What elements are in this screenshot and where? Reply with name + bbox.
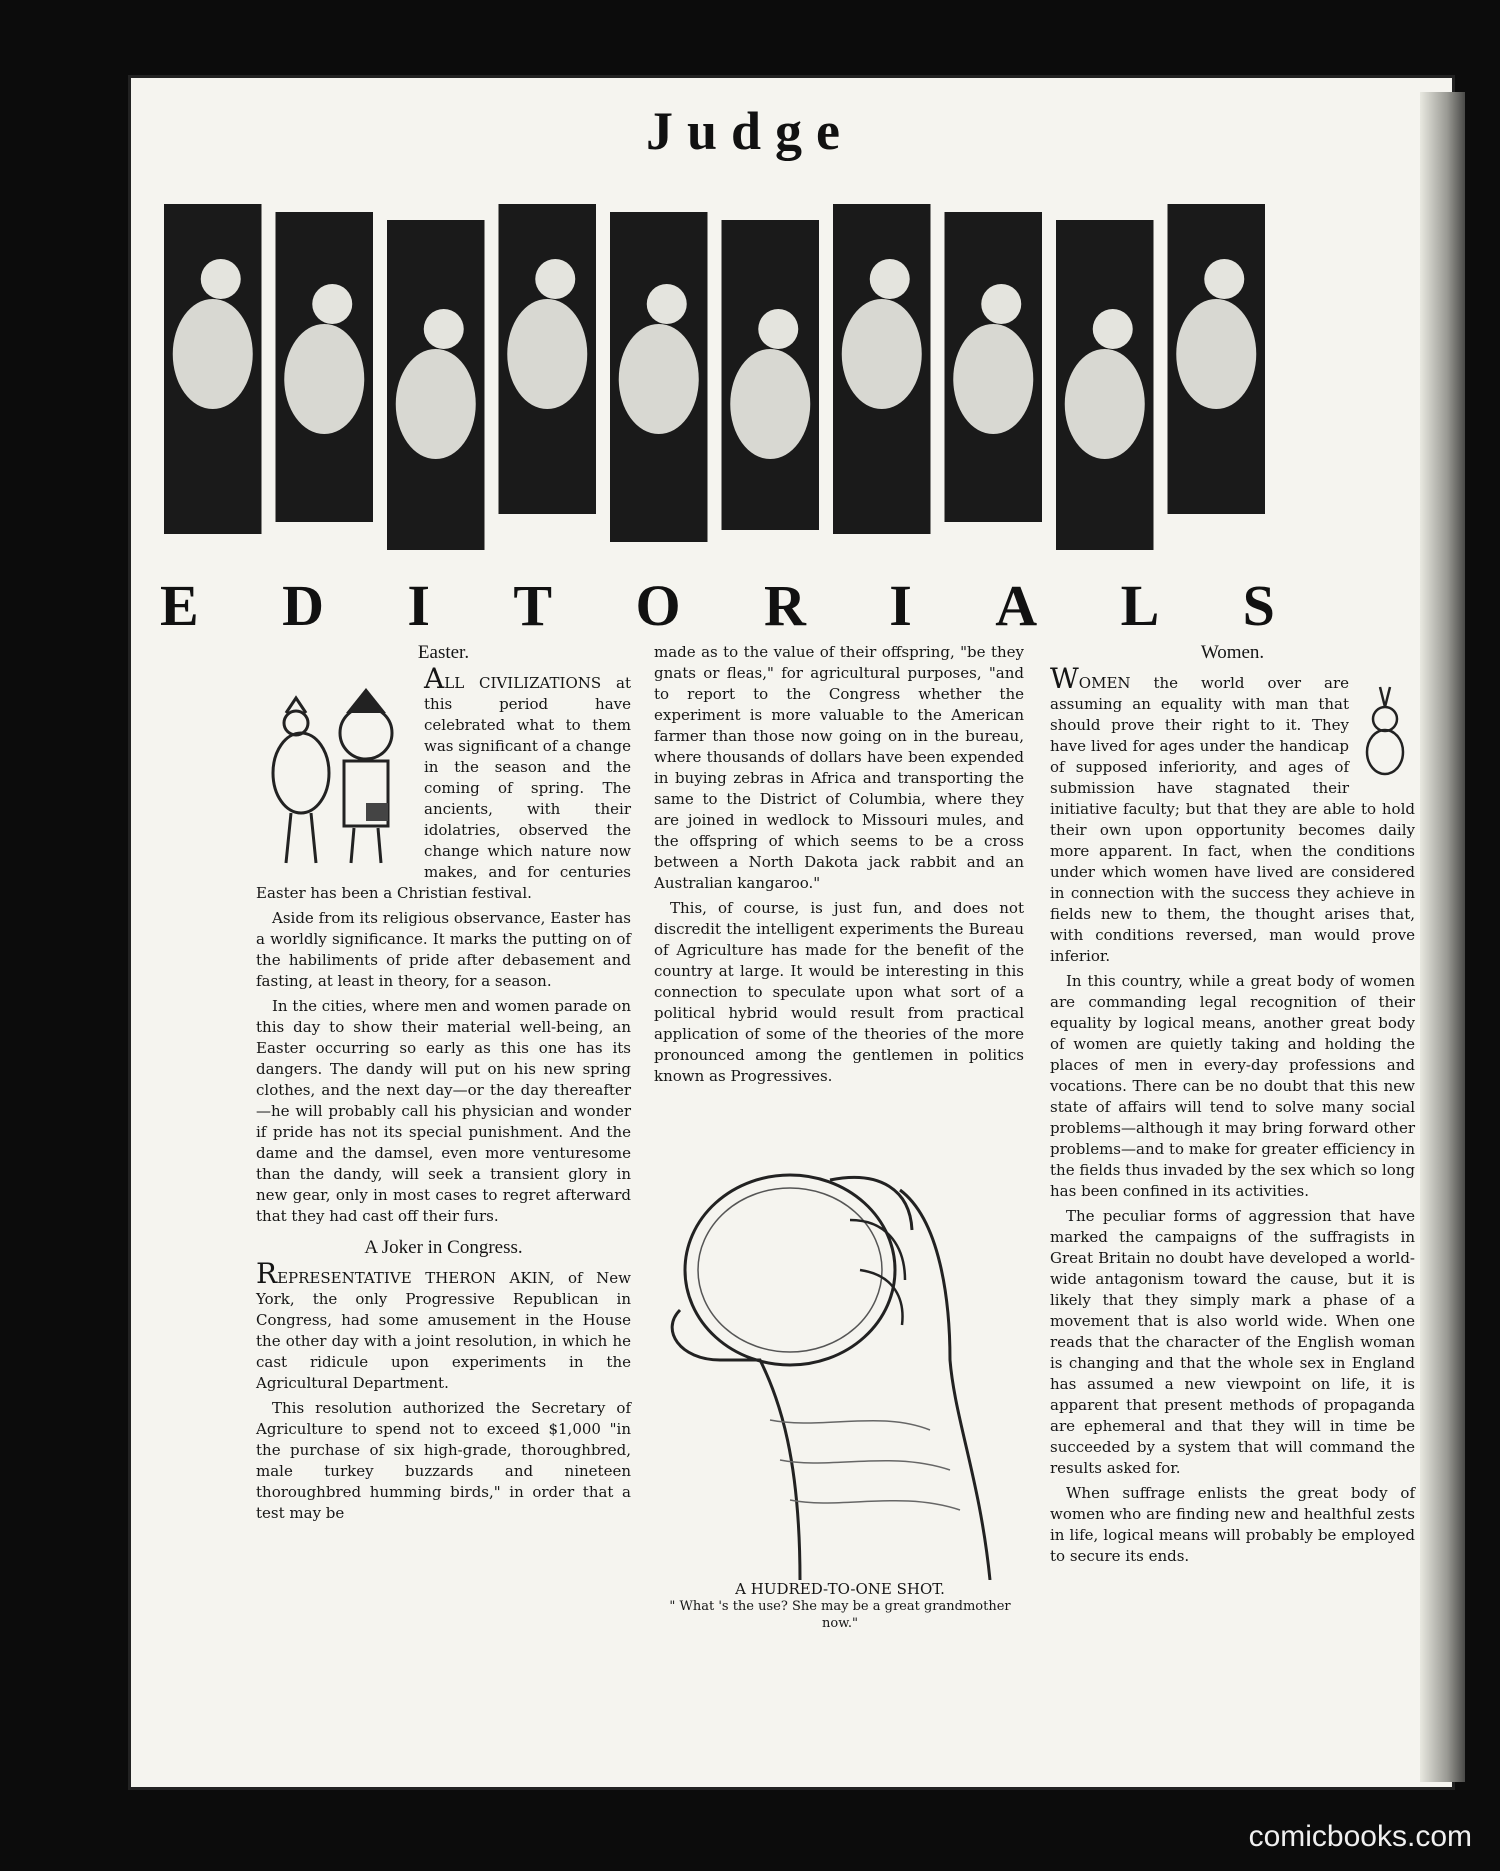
banner-bird-head: [981, 284, 1021, 324]
caption-title: A HUDRED-TO-ONE SHOT.: [735, 1580, 945, 1598]
banner-bird: [730, 349, 810, 459]
banner-bird: [396, 349, 476, 459]
joker-continued-paragraph-1: made as to the value of their offspring, "be they gnats or fleas," for agricultural purposes, "and to report to the Congress whether the experiment is more valuable to the American farmer than those now going on in the bureau, where thousands of dollars have been expended in buying zebras in Africa and transporting the same to the District of Columbia, where they are joined in wedlock to Missouri mules, and the offspring of which seems to be a cross between a North Dakota jack rabbit and an Australian kangaroo.": [654, 643, 1024, 892]
editorials-letter: R: [764, 573, 806, 638]
masthead-title: Judge: [645, 101, 855, 161]
women-paragraph-1: W OMEN the world over are assuming an equality with man that should prove their right to it. They have lived for ages under the handicap of supposed inferiority, and ages of submission have stagnated their initiative faculty; but that they are able to hold their own upon opportunity becomes daily more apparent. In fact, when the conditions under which women have lived are considered in connection with the success they achieve in fields new to them, the thought arises that, with conditions reversed, man would prove inferior.: [1050, 662, 1415, 965]
page-spine-edge: [1420, 92, 1465, 1782]
women-heading: Women.: [1200, 642, 1265, 663]
joker-continued-paragraph-2: This, of course, is just fun, and does not discredit the intelligent experiments the Bureau of Agriculture has made for the benefit of the country at large. It would be interesting in this connection to speculate upon what sort of a political hybrid would result from practical application of some of the theories of the more pronounced among the gentlemen in politics known as Progressives.: [654, 899, 1024, 1085]
editorials-letter: I: [407, 573, 430, 638]
rooster-and-man-illustration: [256, 673, 416, 873]
editorials-letter: S: [1242, 573, 1275, 638]
banner-bird-head: [647, 284, 687, 324]
joker-paragraph-1: REPRESENTATIVE THERON AKIN, of New York, the only Progressive Republican in Congress, had some amusement in the House the other day with a joint resolution, in which he cast ridicule upon experiments in the Agricultural Department.: [256, 1257, 631, 1392]
editorials-letter: E: [160, 573, 199, 638]
banner-bird-head: [424, 309, 464, 349]
joker-paragraph-2: This resolution authorized the Secretary of Agriculture to spend not to exceed $1,000 "in the purchase of six high-grade, thoroughbred, male turkey buzzards and nineteen thoroughbred humming birds," in order that a test may be: [256, 1399, 631, 1522]
site-watermark: comicbooks.com: [1248, 1820, 1472, 1853]
column-middle: [654, 642, 1024, 1091]
hand-caption: [650, 1580, 1030, 1632]
women-paragraph-3: The peculiar forms of aggression that have marked the campaigns of the suffragists in Great Britain no doubt have developed a world-wide antagonism toward the cause, but it is likely that they simply mark a phase of a movement that is also world wide. When one reads that the character of the English woman is changing and that the whole sex in England has assumed a new viewpoint on life, it is apparent that present methods of propaganda are ephemeral and that they will in time be succeeded by a system that will command the results asked for.: [1050, 1207, 1415, 1477]
women-paragraph-4: When suffrage enlists the great body of women who are finding new and healthful zests in life, logical means will probably be employed to secure its ends.: [1050, 1484, 1415, 1565]
editorials-letter: I: [889, 573, 912, 638]
column-left: [256, 642, 631, 1528]
banner-bird-head: [1093, 309, 1133, 349]
editorials-letter: A: [995, 573, 1038, 638]
column-right: [1050, 642, 1415, 1571]
editorials-letter: O: [635, 573, 681, 638]
easter-paragraph-1: A LL CIVILIZATIONS at this period have celebrated what to them was significant of a change in the season and the coming of spring. The ancients, with their idolatries, observed the change which nature now makes, and for centuries Easter has been a Christian festival.: [256, 662, 631, 902]
banner-bird-head: [870, 259, 910, 299]
banner-bird: [953, 324, 1033, 434]
banner-bird: [1176, 299, 1256, 409]
joker-heading: A Joker in Congress.: [364, 1237, 523, 1258]
editorials-letter: L: [1120, 573, 1160, 638]
easter-heading: Easter.: [417, 642, 470, 663]
banner-bird: [173, 299, 253, 409]
banner-bird: [507, 299, 587, 409]
banner-bird-head: [201, 259, 241, 299]
banner-bird-head: [312, 284, 352, 324]
editorials-heading: [160, 572, 1275, 652]
rabbit-illustration: [1355, 677, 1415, 777]
women-paragraph-2: In this country, while a great body of women are commanding legal recognition of their equality by logical means, another great body of women are quietly taking and holding the places of men in every-day professions and vocations. There can be no doubt that this new state of affairs will tend to solve many social problems—although it may bring forward other problems—and to make for greater efficiency in the fields thus invaded by the sex which so long has been confined in its activities.: [1050, 972, 1415, 1200]
banner-bird: [1065, 349, 1145, 459]
easter-paragraph-3: In the cities, where men and women parade on this day to show their material well-being, an Easter occurring so early as this one has its dangers. The dandy will put on his new spring clothes, and the next day—or the day thereafter—he will probably call his physician and wonder if pride has not its special punishment. And the dame and the damsel, even more venturesome than the dandy, will seek a transient glory in new gear, only in most cases to regret afterward that they had cast off their furs.: [256, 997, 631, 1225]
birds-banner-illustration: [160, 184, 1275, 569]
editorials-letter: D: [282, 573, 324, 638]
banner-bird-head: [535, 259, 575, 299]
banner-bird-head: [1204, 259, 1244, 299]
banner-bird: [619, 324, 699, 434]
banner-bird: [842, 299, 922, 409]
easter-paragraph-2: Aside from its religious observance, Easter has a worldly significance. It marks the putting on of the habiliments of pride after debasement and fasting, at least in theory, for a season.: [256, 909, 631, 990]
caption-subtitle: " What 's the use? She may be a great grandmother now.": [669, 1599, 1011, 1631]
hand-holding-egg-illustration: [650, 1160, 1030, 1580]
banner-bird: [284, 324, 364, 434]
banner-bird-head: [758, 309, 798, 349]
editorials-letter: T: [513, 573, 553, 638]
